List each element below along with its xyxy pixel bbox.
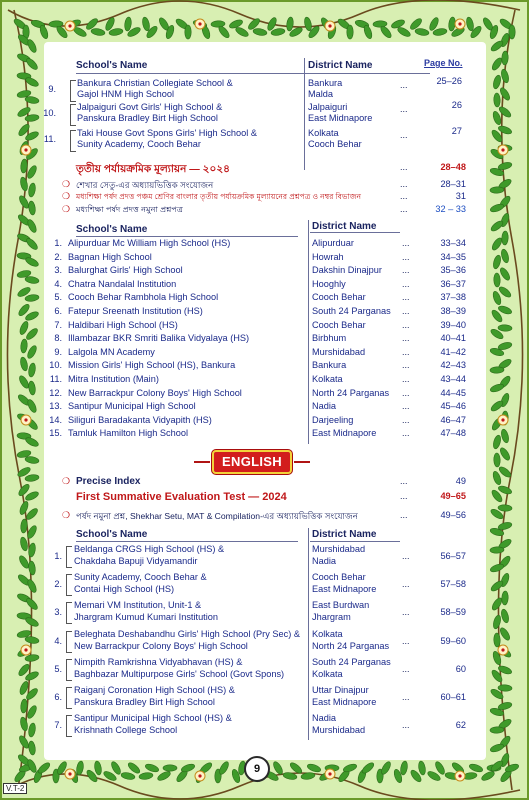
bengali-section-pages: 28–48 xyxy=(440,162,466,172)
page-range: 47–48 xyxy=(440,428,466,439)
school-name: Beldanga CRGS High School (HS) & xyxy=(74,544,225,554)
row-bracket xyxy=(66,715,72,737)
school-name: Bankura Christian Collegiate School & xyxy=(77,78,233,88)
row-number: 11. xyxy=(49,374,62,384)
english-section-pages: 49–65 xyxy=(440,491,466,501)
page-range: 43–44 xyxy=(440,374,466,384)
district-name: Murshidabad xyxy=(312,725,366,736)
district-name: Nadia xyxy=(312,401,337,412)
school-name: Balurghat Girls' High School xyxy=(68,265,183,276)
page-range: 41–42 xyxy=(440,346,466,357)
row-number: 7. xyxy=(54,319,62,330)
district-name: Hooghly xyxy=(312,278,346,289)
bengali-bullet-text: শেখার সেতু-এর অধ্যায়ভিত্তিক সংযোজন xyxy=(76,180,214,190)
bullet-pages: 32 – 33 xyxy=(435,204,466,214)
school-name: New Barrackpur Colony Boys' High School xyxy=(68,387,242,398)
ring-bullet-icon: ❍ xyxy=(62,510,71,520)
row-number: 1. xyxy=(54,551,62,561)
dots: ... xyxy=(402,333,410,344)
ring-bullet-icon: ❍ xyxy=(62,204,71,214)
bengali-header-school: School's Name xyxy=(76,224,148,235)
district-name: Cooch Behar xyxy=(312,572,366,583)
district-name: Howrah xyxy=(312,251,344,262)
page-range: 35–36 xyxy=(440,265,466,276)
district-name: North 24 Parganas xyxy=(312,640,390,651)
page-range: 27 xyxy=(451,126,462,136)
district-name: South 24 Parganas xyxy=(312,306,391,316)
page-range: 33–34 xyxy=(440,238,466,248)
school-name: Jalpaiguri Govt Girls' High School & xyxy=(77,102,223,112)
dots: ... xyxy=(402,428,410,439)
school-name: Gajol HNM High School xyxy=(77,89,175,99)
bengali-bullet-text: মধ্যশিক্ষা পর্ষদ প্রদত্ত নমুনা প্রশ্নপত্র xyxy=(76,205,183,214)
row-bracket xyxy=(66,659,72,681)
english-section-title: First Summative Evaluation Test — 2024 xyxy=(76,491,287,503)
district-name: Jalpaiguri xyxy=(308,102,348,112)
page-range: 58–59 xyxy=(440,607,466,618)
district-name: Bankura xyxy=(312,360,347,371)
page-range: 39–40 xyxy=(440,319,466,330)
page-range: 44–45 xyxy=(440,387,466,398)
district-name: Kolkata xyxy=(312,668,343,679)
english-header-district: District Name xyxy=(312,529,377,540)
dots: ... xyxy=(400,510,408,520)
district-name: Alipurduar xyxy=(312,238,354,248)
school-name: Fatepur Sreenath Institution (HS) xyxy=(68,306,203,316)
ring-bullet-icon: ❍ xyxy=(62,476,71,486)
school-name: Chakdaha Bapuji Vidyamandir xyxy=(74,556,198,566)
english-header-rule xyxy=(76,541,298,542)
school-name: Sunity Academy, Cooch Behar & xyxy=(74,572,207,583)
bengali-header-district: District Name xyxy=(312,221,377,232)
dots: ... xyxy=(402,579,410,590)
school-name: Siliguri Baradakanta Vidyapith (HS) xyxy=(68,414,212,425)
school-name: Raiganj Coronation High School (HS) & xyxy=(74,685,235,695)
district-name: Cooch Behar xyxy=(308,139,362,149)
dots: ... xyxy=(402,374,410,384)
bengali-header-rule-2 xyxy=(310,232,400,233)
dots: ... xyxy=(400,491,408,501)
english-header-rule-2 xyxy=(310,541,400,542)
row-bracket xyxy=(70,104,76,126)
row-number: 2. xyxy=(54,579,62,590)
bullet-pages: 31 xyxy=(455,191,466,201)
row-number: 5. xyxy=(54,292,62,303)
page-number: 9 xyxy=(244,756,270,782)
top-header-district: District Name xyxy=(308,60,373,71)
school-name: Sunity Academy, Cooch Behar xyxy=(77,139,201,149)
dots: ... xyxy=(400,476,408,486)
district-name: Darjeeling xyxy=(312,414,354,425)
page-range: 25–26 xyxy=(436,76,462,86)
school-name: Beleghata Deshabandhu Girls' High School (Pry Sec) & xyxy=(74,628,300,639)
row-number: 7. xyxy=(54,720,62,731)
dots: ... xyxy=(400,179,408,189)
page-range: 42–43 xyxy=(440,360,466,371)
dots: ... xyxy=(402,414,410,425)
page-range: 46–47 xyxy=(440,414,466,425)
row-number: 3. xyxy=(54,265,62,276)
row-number: 2. xyxy=(54,251,62,262)
row-number: 6. xyxy=(54,692,62,702)
dots: ... xyxy=(402,607,410,618)
dots: ... xyxy=(402,663,410,674)
school-name: New Barrackpur Colony Boys' High School xyxy=(74,640,248,651)
dots: ... xyxy=(402,292,410,303)
row-number: 4. xyxy=(54,635,62,646)
row-number: 5. xyxy=(54,663,62,674)
page-range: 38–39 xyxy=(440,306,466,316)
dots: ... xyxy=(402,387,410,398)
dots: ... xyxy=(402,306,410,316)
district-name: East Midnapore xyxy=(312,697,377,707)
english-divider xyxy=(308,528,309,740)
row-number: 11. xyxy=(43,134,56,144)
row-number: 10. xyxy=(49,360,62,371)
school-name: Panskura Bradley Birt High School xyxy=(74,697,215,707)
row-bracket xyxy=(66,687,72,709)
school-name: Illambazar BKR Smriti Balika Vidyalaya (HS) xyxy=(68,333,250,344)
page-range: 40–41 xyxy=(440,333,466,344)
dots: ... xyxy=(400,162,408,172)
dots: ... xyxy=(402,346,410,357)
row-number: 13. xyxy=(49,401,62,412)
page-range: 36–37 xyxy=(440,278,466,289)
school-name: Panskura Bradley Birt High School xyxy=(77,113,218,123)
school-name: Contai High School (HS) xyxy=(74,584,175,595)
dots: ... xyxy=(402,635,410,646)
row-number: 4. xyxy=(54,278,62,289)
district-name: Kolkata xyxy=(308,128,339,138)
district-name: East Burdwan xyxy=(312,600,370,611)
bengali-bullet-text: মধ্যশিক্ষা পর্ষদ প্রদত্ত পঞ্চম শ্রেণির বাংলার তৃতীয় পর্যায়ক্রমিক মূল্যায়নের প্রশ্নপত্র ও নম্বর বিভাজন xyxy=(76,192,362,201)
top-header-rule xyxy=(76,73,430,74)
district-name: Nadia xyxy=(312,713,337,724)
row-number: 8. xyxy=(54,333,62,344)
precise-index-page: 49 xyxy=(455,476,466,486)
dots: ... xyxy=(402,551,410,561)
row-number: 6. xyxy=(54,306,62,316)
english-header-school: School's Name xyxy=(76,529,148,540)
english-badge: ENGLISH xyxy=(212,450,292,474)
district-name: East Midnapore xyxy=(308,113,373,123)
district-name: Murshidabad xyxy=(312,544,366,554)
dots: ... xyxy=(402,238,410,248)
page-range: 26 xyxy=(451,100,462,110)
row-number: 9. xyxy=(54,346,62,357)
school-name: Krishnath College School xyxy=(74,725,178,736)
page-range: 37–38 xyxy=(440,292,466,303)
dots: ... xyxy=(400,104,408,114)
top-divider xyxy=(304,58,305,170)
school-name: Jhargram Kumud Kumari Institution xyxy=(74,612,218,623)
dots: ... xyxy=(402,278,410,289)
row-bracket xyxy=(66,602,72,624)
page-range: 57–58 xyxy=(440,579,466,590)
english-bullet-pages: 49–56 xyxy=(440,510,466,520)
row-number: 14. xyxy=(49,414,62,425)
dots: ... xyxy=(400,130,408,140)
row-bracket xyxy=(70,130,76,152)
district-name: Malda xyxy=(308,89,334,99)
district-name: Cooch Behar xyxy=(312,319,366,330)
dots: ... xyxy=(400,191,408,201)
row-number: 1. xyxy=(54,238,62,248)
school-name: Santipur Municipal High School xyxy=(68,401,196,412)
row-bracket xyxy=(70,80,76,102)
dots: ... xyxy=(402,692,410,702)
dots: ... xyxy=(400,80,408,90)
bengali-header-rule xyxy=(76,236,298,237)
row-bracket xyxy=(66,546,72,568)
district-name: Dakshin Dinajpur xyxy=(312,265,382,276)
row-number: 9. xyxy=(48,84,56,94)
district-name: Nadia xyxy=(312,556,337,566)
row-bracket xyxy=(66,631,72,653)
school-name: Baghbazar Multipurpose Girls' School (Govt Spons) xyxy=(74,668,285,679)
row-number: 12. xyxy=(49,387,62,398)
school-name: Mission Girls' High School (HS), Bankura xyxy=(68,360,236,371)
dots: ... xyxy=(402,720,410,731)
district-name: Kolkata xyxy=(312,628,343,639)
school-name: Alipurduar Mc William High School (HS) xyxy=(68,238,231,248)
school-name: Chatra Nandalal Institution xyxy=(68,278,177,289)
district-name: Jhargram xyxy=(312,612,351,623)
top-header-school: School's Name xyxy=(76,60,148,71)
ring-bullet-icon: ❍ xyxy=(62,191,71,201)
school-name: Memari VM Institution, Unit-1 & xyxy=(74,600,202,611)
top-header-page: Page No. xyxy=(424,58,463,68)
dots: ... xyxy=(400,204,408,214)
ring-bullet-icon: ❍ xyxy=(62,179,71,189)
bengali-divider xyxy=(308,220,309,444)
school-name: Taki House Govt Spons Girls' High School & xyxy=(77,128,257,138)
row-number: 10. xyxy=(43,108,56,118)
district-name: Bankura xyxy=(308,78,343,88)
page-range: 62 xyxy=(455,720,466,731)
footer-code: V.T-2 xyxy=(3,783,27,794)
district-name: East Midnapore xyxy=(312,428,377,439)
school-name: Tamluk Hamilton High School xyxy=(68,428,188,439)
district-name: Murshidabad xyxy=(312,346,366,357)
school-name: Bagnan High School xyxy=(68,251,152,262)
district-name: East Midnapore xyxy=(312,584,377,595)
page-range: 59–60 xyxy=(440,635,466,646)
district-name: Kolkata xyxy=(312,374,343,384)
district-name: Birbhum xyxy=(312,333,347,344)
page-range: 60–61 xyxy=(440,692,466,702)
school-name: Haldibari High School (HS) xyxy=(68,319,178,330)
district-name: North 24 Parganas xyxy=(312,387,390,398)
district-name: Uttar Dinajpur xyxy=(312,685,369,695)
school-name: Lalgola MN Academy xyxy=(68,346,155,357)
bengali-section-title: তৃতীয় পর্যায়ক্রমিক মূল্যায়ন — ২০২৪ xyxy=(76,163,230,175)
english-bullet-text: পর্ষদ নমুনা প্রশ্ন, Shekhar Setu, MAT & Compilation-এর অধ্যায়ভিত্তিক সংযোজন xyxy=(76,511,358,521)
page-range: 56–57 xyxy=(440,551,466,561)
district-name: South 24 Parganas xyxy=(312,656,391,667)
dots: ... xyxy=(402,401,410,412)
precise-index-label: Precise Index xyxy=(76,476,141,487)
school-name: Mitra Institution (Main) xyxy=(68,374,159,384)
bullet-pages: 28–31 xyxy=(440,179,466,189)
district-name: Cooch Behar xyxy=(312,292,366,303)
row-bracket xyxy=(66,574,72,596)
page-range: 60 xyxy=(455,663,466,674)
dots: ... xyxy=(402,360,410,371)
school-name: Santipur Municipal High School (HS) & xyxy=(74,713,232,724)
dots: ... xyxy=(402,319,410,330)
row-number: 15. xyxy=(49,428,62,439)
school-name: Cooch Behar Rambhola High School xyxy=(68,292,219,303)
dots: ... xyxy=(402,251,410,262)
page-range: 45–46 xyxy=(440,401,466,412)
dots: ... xyxy=(402,265,410,276)
row-number: 3. xyxy=(54,607,62,618)
page-range: 34–35 xyxy=(440,251,466,262)
school-name: Nimpith Ramkrishna Vidyabhavan (HS) & xyxy=(74,656,243,667)
